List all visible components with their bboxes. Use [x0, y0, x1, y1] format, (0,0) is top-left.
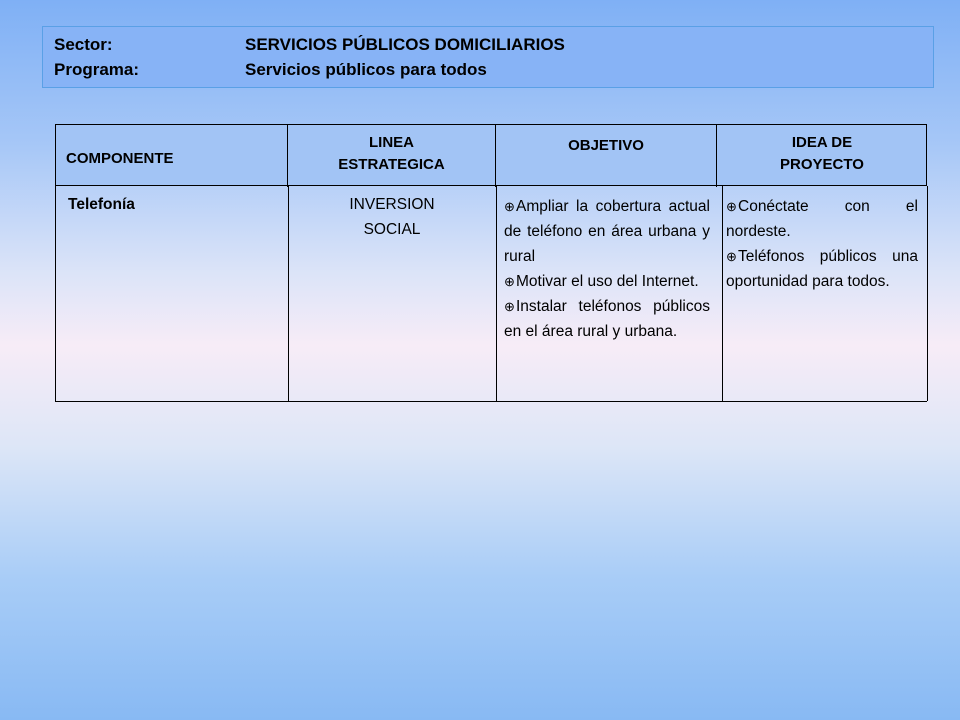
programa-label: Programa: [54, 60, 140, 79]
programa-value: Servicios públicos para todos [245, 60, 487, 79]
header-box [42, 26, 934, 88]
sector-label: Sector: [54, 35, 113, 54]
column-divider-2 [496, 186, 497, 401]
bullet-icon: ⊕ [504, 199, 515, 214]
objetivo-item [504, 269, 710, 294]
header-objetivo [496, 125, 717, 187]
programa-row [54, 60, 487, 80]
sector-value: SERVICIOS PÚBLICOS DOMICILIARIOS [245, 35, 565, 54]
objetivo-text: Motivar el uso del Internet. [516, 273, 699, 290]
idea-item [726, 244, 918, 294]
column-divider-3 [722, 186, 723, 401]
header-linea-line1: LINEA [369, 134, 414, 151]
objetivo-item [504, 194, 710, 269]
idea-text: Conéctate con el nordeste. [726, 198, 918, 240]
bullet-icon: ⊕ [504, 299, 515, 314]
cell-linea-line2: SOCIAL [363, 221, 421, 238]
project-table [55, 124, 927, 402]
idea-text: Teléfonos públicos una oportunidad para todos. [726, 248, 918, 290]
objetivo-text: Instalar teléfonos públicos en el área rural y urbana. [504, 298, 710, 340]
header-idea-line2: PROYECTO [780, 156, 864, 173]
idea-item [726, 194, 918, 244]
objetivo-item [504, 294, 710, 344]
cell-idea-de-proyecto [726, 194, 918, 294]
cell-linea-line1: INVERSION [349, 196, 435, 213]
cell-componente: Telefonía [68, 196, 135, 213]
header-idea-line1: IDEA DE [791, 134, 853, 151]
header-linea-estrategica [288, 125, 496, 187]
header-componente [56, 125, 288, 187]
header-linea-line2: ESTRATEGICA [338, 156, 445, 173]
bullet-icon: ⊕ [726, 199, 737, 214]
column-divider-4 [927, 186, 928, 401]
header-componente-text: COMPONENTE [66, 150, 174, 167]
cell-objetivo [504, 194, 710, 344]
header-idea-de-proyecto [717, 125, 927, 187]
bullet-icon: ⊕ [726, 249, 737, 264]
objetivo-text: Ampliar la cobertura actual de teléfono en área urbana y rural [504, 198, 710, 265]
header-objetivo-text: OBJETIVO [568, 137, 644, 154]
sector-row [54, 35, 565, 55]
cell-linea-estrategica [288, 192, 496, 242]
table-header-row [56, 124, 927, 186]
bullet-icon: ⊕ [504, 274, 515, 289]
